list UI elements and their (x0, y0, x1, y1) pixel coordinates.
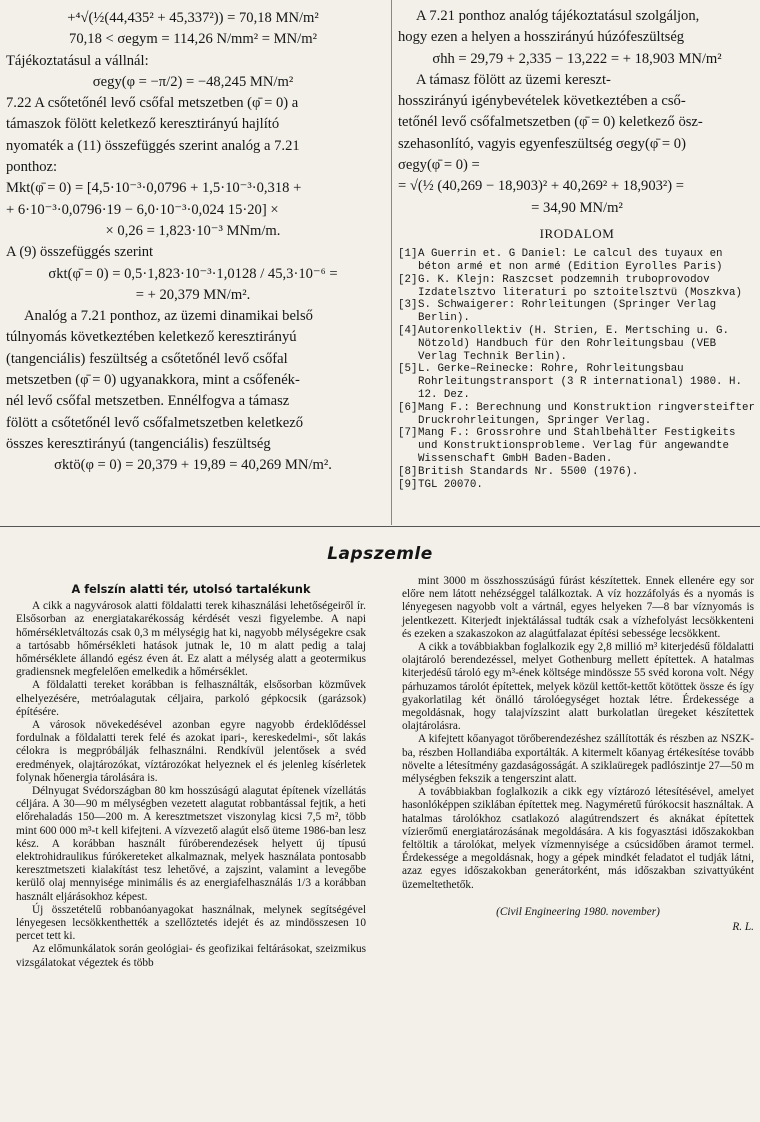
top-left-line: Mkt(φ̄ = 0) = [4,5·10⁻³·0,0796 + 1,5·10⁻³·0,318 + (6, 180, 302, 197)
reference-text: Mang F.: Berechnung und Konstruktion ringversteifter Druckrohrleitungen, Springer Verlag. (418, 401, 755, 427)
top-right-line: tetőnél levő csőfalmetszetben (φ̄ = 0) keletkező ösz- (398, 114, 703, 131)
top-left-line: = + 20,379 MN/m². (135, 286, 251, 303)
column-divider (391, 0, 392, 525)
top-left-line: σkt(φ̄ = 0) = 0,5·1,823·10⁻³·1,0128 / 45,3·10⁻⁶ = (48, 265, 338, 282)
reference-number: [6] (398, 401, 418, 414)
paragraph: Délnyugat Svédországban 80 km hosszúságú alagutat építenek vízellátás céljára. A 30—90 m mélységben vezetett alagutat robbantással fejtik, a heti előrehaladás 150—200 m. A keresztmetszet viszonylag kicsi 7,5 m², több mint 600 000 m³-t kell kifejteni. A vízvezető alagút első üteme 1986-ban lesz kész. A korábban használt fúróberendezések helyett új típusú elektrohidraulikus fúrókereteket alkalmaznak, melyek használata pontosabb keresztmetszeti kialakítást tesz lehetővé, a zajszint, valamint a levegőbe kerülő olaj mennyisége minimális és az energiafelhasználás 1/3 a korábban használt eljárásokhoz képest. (16, 785, 366, 903)
top-right-line: A 7.21 ponthoz analóg tájékoztatásul szolgáljon, (416, 8, 700, 24)
review-left-paragraphs (16, 600, 366, 970)
paragraph: A cikk a továbbiakban foglalkozik egy 2,8 millió m³ kiterjedésű földalatti olajtároló berendezéssel, melyet Gothenburg mellett építettek. A hatalmas kiterjedésű tároló egy m³-ének költsége mindössze 55 svéd korona volt. Négy párhuzamos tárolót építettek, melyek közül kettőt-kettőt kötöttek össze és így gyakorlatilag két önálló tárolóegységet hoztak létre. Érdekessége a megoldásnak, hogy talajvízszint alatt burkolatlan üregeket készítettek olajtárolásra. (402, 641, 754, 733)
top-left-line: összes keresztirányú (tangenciális) feszültség (6, 435, 271, 452)
paragraph: mint 3000 m összhosszúságú fúrást készítettek. Ennek ellenére egy sor előre nem látott nehézséggel találkoztak. A víz hozzáfolyás és a nyomás is lényegesen nagyobb volt a vártnál, egyes helyeken 7—8 bar víznyomás is jelentkezett. Kiterjedt injektálással tudták csak a vízhefolyást lecsökkenteni és ezeken a szakaszokon az alagútfalazat építési sebessége lecsökkent. (402, 575, 754, 640)
top-left-line: Analóg a 7.21 ponthoz, az üzemi dinamikai belső (24, 308, 313, 325)
paragraph: Az előmunkálatok során geológiai- és geofizikai feltárásokat, szeizmikus vizsgálatokat végeztek és több (16, 943, 366, 969)
top-left-line: σktö(φ = 0) = 20,379 + 19,89 = 40,269 MN/m². (54, 457, 332, 474)
reference-item (398, 466, 756, 479)
top-left-line: (tangenciális) feszültség a csőtetőnél levő csőfal (6, 350, 288, 367)
top-right-line: A támasz fölött az üzemi kereszt- (416, 71, 611, 88)
reference-text: TGL 20070. (418, 478, 483, 491)
section-divider (0, 526, 760, 527)
top-right-line: szehasonlító, vagyis egyenfeszültség σegy(φ̄ = 0) (398, 135, 686, 152)
top-right-line: σegy(φ̄ = 0) = (398, 157, 480, 174)
reference-number: [3] (398, 299, 418, 312)
top-left-line: +⁴√(½(44,435² + 45,337²)) = 70,18 MN/m² (67, 10, 319, 26)
references-heading: IRODALOM (539, 225, 615, 241)
reference-text: L. Gerke–Reinecke: Rohre, Rohrleitungsbau Rohrleitungstransport (3 R international) 1980. H. 12. Dez. (418, 363, 742, 402)
top-left-line: fölött a csőtetőnél levő csőfalmetszetben keletkező (6, 414, 304, 431)
top-left-line: σegy(φ = −π/2) = −48,245 MN/m² (92, 73, 294, 90)
top-left-line: túlnyomás következtében keletkező keresztirányú (6, 329, 297, 346)
top-left-line: ponthoz: (6, 159, 58, 176)
top-left-line: A (9) összefüggés szerint (6, 244, 154, 261)
top-right-line: hosszirányú igénybevételek következtében a cső- (398, 93, 686, 110)
top-right-line: σhh = 29,79 + 2,335 − 13,222 = + 18,903 MN/m² (432, 50, 722, 67)
top-left-line: + 6·10⁻³·0,0796·19 − 6,0·10⁻³·0,024 15·20] × (6, 201, 279, 218)
paragraph: A városok növekedésével azonban egyre nagyobb érdeklődéssel fordulnak a földalatti terek felé és azokat ipari-, kereskedelmi-, sőt lakás célokra is megpróbálják felhasználni. Rendkívül jelentősek a svéd eredmények, olajtározókat, víztározókat helyeznek el és jelenleg kísérletek folynak hőenergia tárolására is. (16, 719, 366, 784)
reference-text: British Standards Nr. 5500 (1976). (418, 465, 639, 478)
reference-item (398, 274, 756, 300)
paragraph: Új összetételű robbanóanyagokat használnak, melynek segítségével lényegesen lecsökkenthették a szellőztetés idejét és az mindösszesen 10 percet tett ki. (16, 903, 366, 943)
review-left-column (16, 583, 366, 970)
review-right-column (402, 575, 754, 934)
reference-number: [5] (398, 363, 418, 376)
top-right-line: hogy ezen a helyen a hosszirányú húzófeszültség (398, 29, 685, 46)
reference-text: S. Schwaigerer: Rohrleitungen (Springer Verlag Berlin). (418, 299, 717, 325)
top-left-line: nél levő csőfal metszetben. Ennélfogva a támasz (6, 393, 290, 410)
top-left-line: támaszok fölött keletkező keresztirányú hajlító (6, 116, 280, 133)
reference-item (398, 363, 756, 401)
references-list (398, 248, 756, 491)
reference-number: [7] (398, 427, 418, 440)
top-left-line: × 0,26 = 1,823·10⁻³ MNm/m. (105, 222, 281, 239)
top-right-text (398, 6, 756, 219)
reference-item (398, 402, 756, 428)
reference-number: [2] (398, 273, 418, 286)
top-left-line: nyomaték a (11) összefüggés szerint analóg a 7.21 (6, 137, 300, 154)
article-title: A felszín alatti tér, utolsó tartalékunk (71, 583, 311, 596)
reference-item (398, 248, 756, 274)
top-right-column (398, 6, 756, 491)
review-right-paragraphs (402, 575, 754, 892)
section-title: Lapszemle (327, 544, 433, 564)
reference-text: A Guerrin et. G Daniel: Le calcul des tuyaux en béton armé et non armé (Edition Eyrolles Paris) (418, 248, 723, 274)
top-right-line: = 34,90 MN/m² (531, 199, 623, 216)
reference-number: [9] (398, 478, 418, 491)
top-left-line: 70,18 < σegym = 114,26 N/mm² = MN/m² (69, 31, 317, 48)
top-left-column (6, 8, 380, 477)
paragraph: A továbbiakban foglalkozik a cikk egy víztározó létesítésével, amelyet hasonlóképpen sziklában építettek meg. Nagyméretű fúrókocsit használtak. A hatalmas tárolókhoz csatlakozó alagútrendszert és aknákat építettek vízierőmű energiatározásának megoldására. A kis fogyasztási időszakokban feltöltik a tárolókat, melyek vízmennyisége a csúcsidőben áramot termel. Érdekessége a megoldásnak, hogy a gépek mindkét feladatot el tudják látni, azaz egyes időszakokban generátorként, más időszakban szivattyúként üzemeltethetők. (402, 786, 754, 891)
reference-text: G. K. Klejn: Raszcset podzemnih truboprovodov Izdatelsztvo literaturi po sztoitelsztvü (Moszkva) (418, 273, 742, 299)
paragraph: A cikk a nagyvárosok alatti földalatti terek kihasználási lehetőségeiről ír. Elsősorban az energiatakarékosság kérdését veszi figyelembe. A napi hőmérsékletváltozás csak 0,3 m mélységig hat ki, nagyobb mélységekre csak a tartósabb hőmérsékleti hatások jutnak le, 10 m alatt pedig a talaj hőmérséklete állandó egész éven át. Ez alatt a mélység alatt a geotermikus gradiensnek megfelelően emelkedik a hőmérséklet. (16, 600, 366, 679)
top-left-line: 7.22 A csőtetőnél levő csőfal metszetben (φ̄ = 0) a (6, 95, 299, 112)
reference-number: [8] (398, 465, 418, 478)
reference-item (398, 427, 756, 465)
author-initials: R. L. (732, 921, 754, 934)
reference-item (398, 325, 756, 363)
top-left-line: Tájékoztatásul a vállnál: (6, 52, 149, 69)
paragraph: A kifejtett kőanyagot törőberendezéshez szállították és részben az NSZK-ba, részben Hollandiába exportálták. A kitermelt kőanyag értékesítése tovább növelte a létesítmény gazdaságosságát. A sziklaüregek padlószintje 27—50 m mélységben fekszik a tengerszint alatt. (402, 733, 754, 786)
reference-item (398, 299, 756, 325)
reference-text: Autorenkollektiv (H. Strien, E. Mertsching u. G. Nötzold) Handbuch für den Rohrleitungsbau (VEB Verlag Technik Berlin). (418, 325, 730, 363)
reference-number: [1] (398, 248, 418, 261)
reference-text: Mang F.: Grossrohre und Stahlbehälter Festigkeits und Konstruktionsprobleme. Verlag für angewandte Wissenschaft GmbH Baden-Baden. (418, 427, 736, 466)
source-citation: (Civil Engineering 1980. november) (496, 905, 660, 918)
top-left-line: metszetben (φ̄ = 0) ugyanakkora, mint a csőfenék- (6, 372, 300, 389)
top-right-line: = √(½ (40,269 − 18,903)² + 40,269² + 18,903²) = (398, 178, 685, 195)
paragraph: A földalatti tereket korábban is felhasználták, elsősorban közművek elhelyezésére, metróalagutak céljaira, parkoló gépkocsik (garázsok) építésére. (16, 679, 366, 718)
reference-number: [4] (398, 325, 418, 338)
reference-item (398, 479, 756, 492)
